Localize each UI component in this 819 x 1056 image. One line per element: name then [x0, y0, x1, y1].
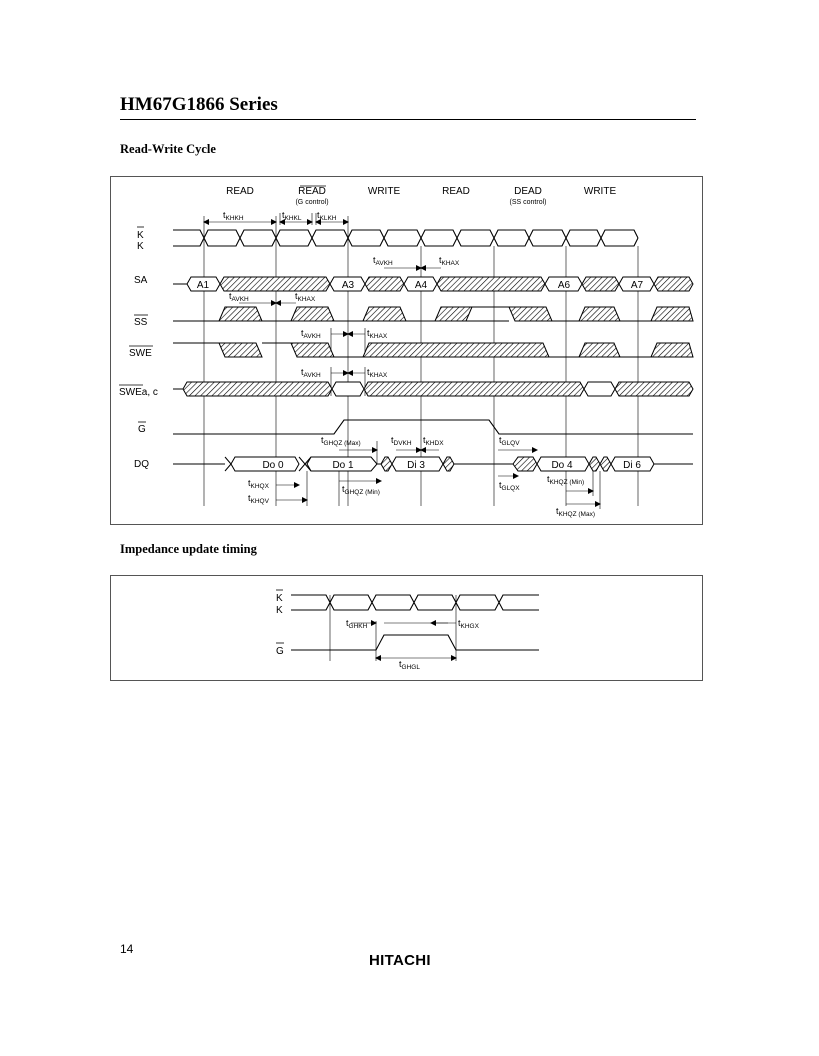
label-khqz-max: $t_{KHQZ (Max)}$ — [556, 506, 595, 518]
cycle-label-2: READ — [298, 186, 326, 197]
signal-swe: SWE — [129, 348, 152, 359]
address-a1: A1 — [196, 280, 210, 291]
label-t-khkl: $t_{KHKL}$ — [282, 210, 302, 222]
page-number: 14 — [120, 942, 134, 956]
header-rule — [120, 119, 696, 120]
ss-waveform — [173, 307, 693, 321]
label-swe-khax: $t_{KHAX}$ — [367, 328, 388, 340]
label-glqv: $t_{GLQV}$ — [499, 435, 520, 447]
imp-signal-k: K — [276, 605, 283, 616]
label-ghqz-max: $t_{GHQZ (Max)}$ — [321, 435, 361, 447]
section-title-impedance: Impedance update timing — [120, 542, 257, 556]
cycle-note-5: (SS control) — [509, 199, 547, 206]
label-ghqz-min: $t_{GHQZ (Min)}$ — [342, 484, 380, 496]
label-swea-khax: $t_{KHAX}$ — [367, 367, 388, 379]
impedance-timing-diagram — [110, 575, 703, 681]
label-t-klkh: $t_{KLKH}$ — [317, 210, 337, 222]
cycle-label-4: READ — [442, 186, 470, 197]
label-sa-avkh: $t_{AVKH}$ — [373, 255, 393, 267]
signal-dq: DQ — [134, 459, 149, 470]
label-glqx: $t_{GLQX}$ — [499, 480, 520, 492]
label-sa-khax: $t_{KHAX}$ — [439, 255, 460, 267]
label-khqx: $t_{KHQX}$ — [248, 478, 269, 490]
signal-g: G — [138, 424, 146, 435]
data-do4: Do 4 — [551, 460, 573, 471]
data-di3: Di 3 — [407, 460, 425, 471]
signal-sa: SA — [134, 275, 148, 286]
address-a6: A6 — [557, 280, 571, 291]
signal-k-bar: K — [137, 230, 144, 241]
swe-ac-bus — [173, 382, 693, 396]
cycle-note-2: (G control) — [295, 199, 329, 206]
signal-swe-ac: SWEa, c — [119, 387, 158, 398]
signal-k: K — [137, 241, 144, 252]
section-title-read-write: Read-Write Cycle — [120, 142, 216, 156]
read-write-timing-svg — [111, 177, 702, 524]
imp-g-waveform — [291, 635, 539, 650]
series-title: HM67G1866 Series — [120, 94, 278, 115]
label-swe-avkh: $t_{AVKH}$ — [301, 328, 321, 340]
swe-waveform — [173, 343, 693, 357]
label-t-khkh: $t_{KHKH}$ — [223, 210, 244, 222]
label-ghkh: $t_{GHKH}$ — [346, 618, 368, 630]
g-waveform — [173, 420, 693, 434]
label-ss-avkh: $t_{AVKH}$ — [229, 291, 249, 303]
label-khgx: $t_{KHGX}$ — [458, 618, 479, 630]
label-swea-avkh: $t_{AVKH}$ — [301, 367, 321, 379]
cycle-label-6: WRITE — [583, 186, 617, 197]
label-khqz-min: $t_{KHQZ (Min)}$ — [547, 474, 585, 486]
address-a3: A3 — [341, 280, 355, 291]
read-write-timing-diagram — [110, 176, 703, 525]
impedance-timing-svg — [111, 576, 702, 680]
data-do0: Do 0 — [262, 460, 284, 471]
brand-logo: HITACHI — [369, 952, 431, 969]
imp-signal-k-bar: K — [276, 593, 283, 604]
label-ghgl: $t_{GHGL}$ — [399, 659, 420, 671]
label-khdx: $t_{KHDX}$ — [423, 435, 444, 447]
cycle-label-1: READ — [226, 186, 254, 197]
label-ss-khax: $t_{KHAX}$ — [295, 291, 316, 303]
cycle-label-5: DEAD — [514, 186, 542, 197]
cycle-label-3: WRITE — [367, 186, 401, 197]
data-di6: Di 6 — [623, 460, 641, 471]
address-a4: A4 — [414, 280, 428, 291]
label-dvkh: $t_{DVKH}$ — [391, 435, 412, 447]
label-khqv: $t_{KHQV}$ — [248, 493, 269, 505]
dq-bus — [173, 457, 693, 471]
imp-signal-g: G — [276, 646, 284, 657]
sa-bus — [173, 277, 693, 291]
signal-ss: SS — [134, 317, 148, 328]
address-a7: A7 — [630, 280, 644, 291]
data-do1: Do 1 — [332, 460, 354, 471]
